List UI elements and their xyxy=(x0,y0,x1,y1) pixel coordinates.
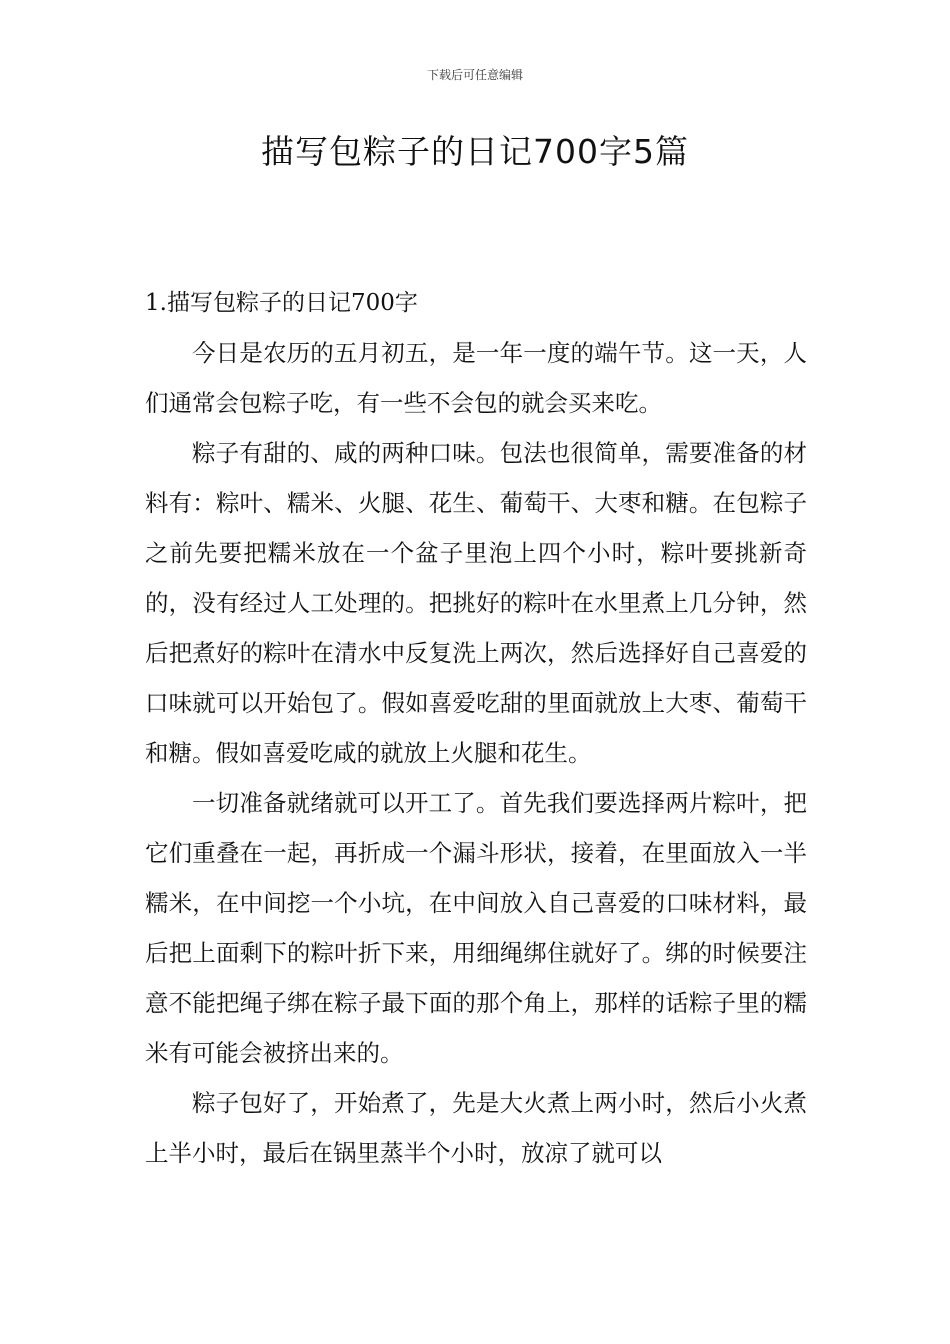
document-body xyxy=(145,278,807,1178)
document-title: 描写包粽子的日记700字5篇 xyxy=(261,132,689,171)
header-note: 下载后可任意编辑 xyxy=(426,68,523,82)
paragraph: 粽子有甜的、咸的两种口味。包法也很简单，需要准备的材料有：粽叶、糯米、火腿、花生、葡萄干、大枣和糖。在包粽子之前先要把糯米放在一个盆子里泡上四个小时，粽叶要挑新奇的，没有经过人工处理的。把挑好的粽叶在水里煮上几分钟，然后把煮好的粽叶在清水中反复洗上两次，然后选择好自己喜爱的口味就可以开始包了。假如喜爱吃甜的里面就放上大枣、葡萄干和糖。假如喜爱吃咸的就放上火腿和花生。 xyxy=(145,439,807,767)
paragraph: 一切准备就绪就可以开工了。首先我们要选择两片粽叶，把它们重叠在一起，再折成一个漏斗形状，接着，在里面放入一半糯米，在中间挖一个小坑，在中间放入自己喜爱的口味材料，最后把上面剩下的粽叶折下来，用细绳绑住就好了。绑的时候要注意不能把绳子绑在粽子最下面的那个角上，那样的话粽子里的糯米有可能会被挤出来的。 xyxy=(145,789,807,1067)
paragraph: 粽子包好了，开始煮了，先是大火煮上两小时，然后小火煮上半小时，最后在锅里蒸半个小时，放凉了就可以 xyxy=(145,1089,807,1167)
section-heading: 1.描写包粽子的日记700字 xyxy=(145,290,418,316)
paragraph: 今日是农历的五月初五，是一年一度的端午节。这一天，人们通常会包粽子吃，有一些不会包的就会买来吃。 xyxy=(145,339,807,417)
